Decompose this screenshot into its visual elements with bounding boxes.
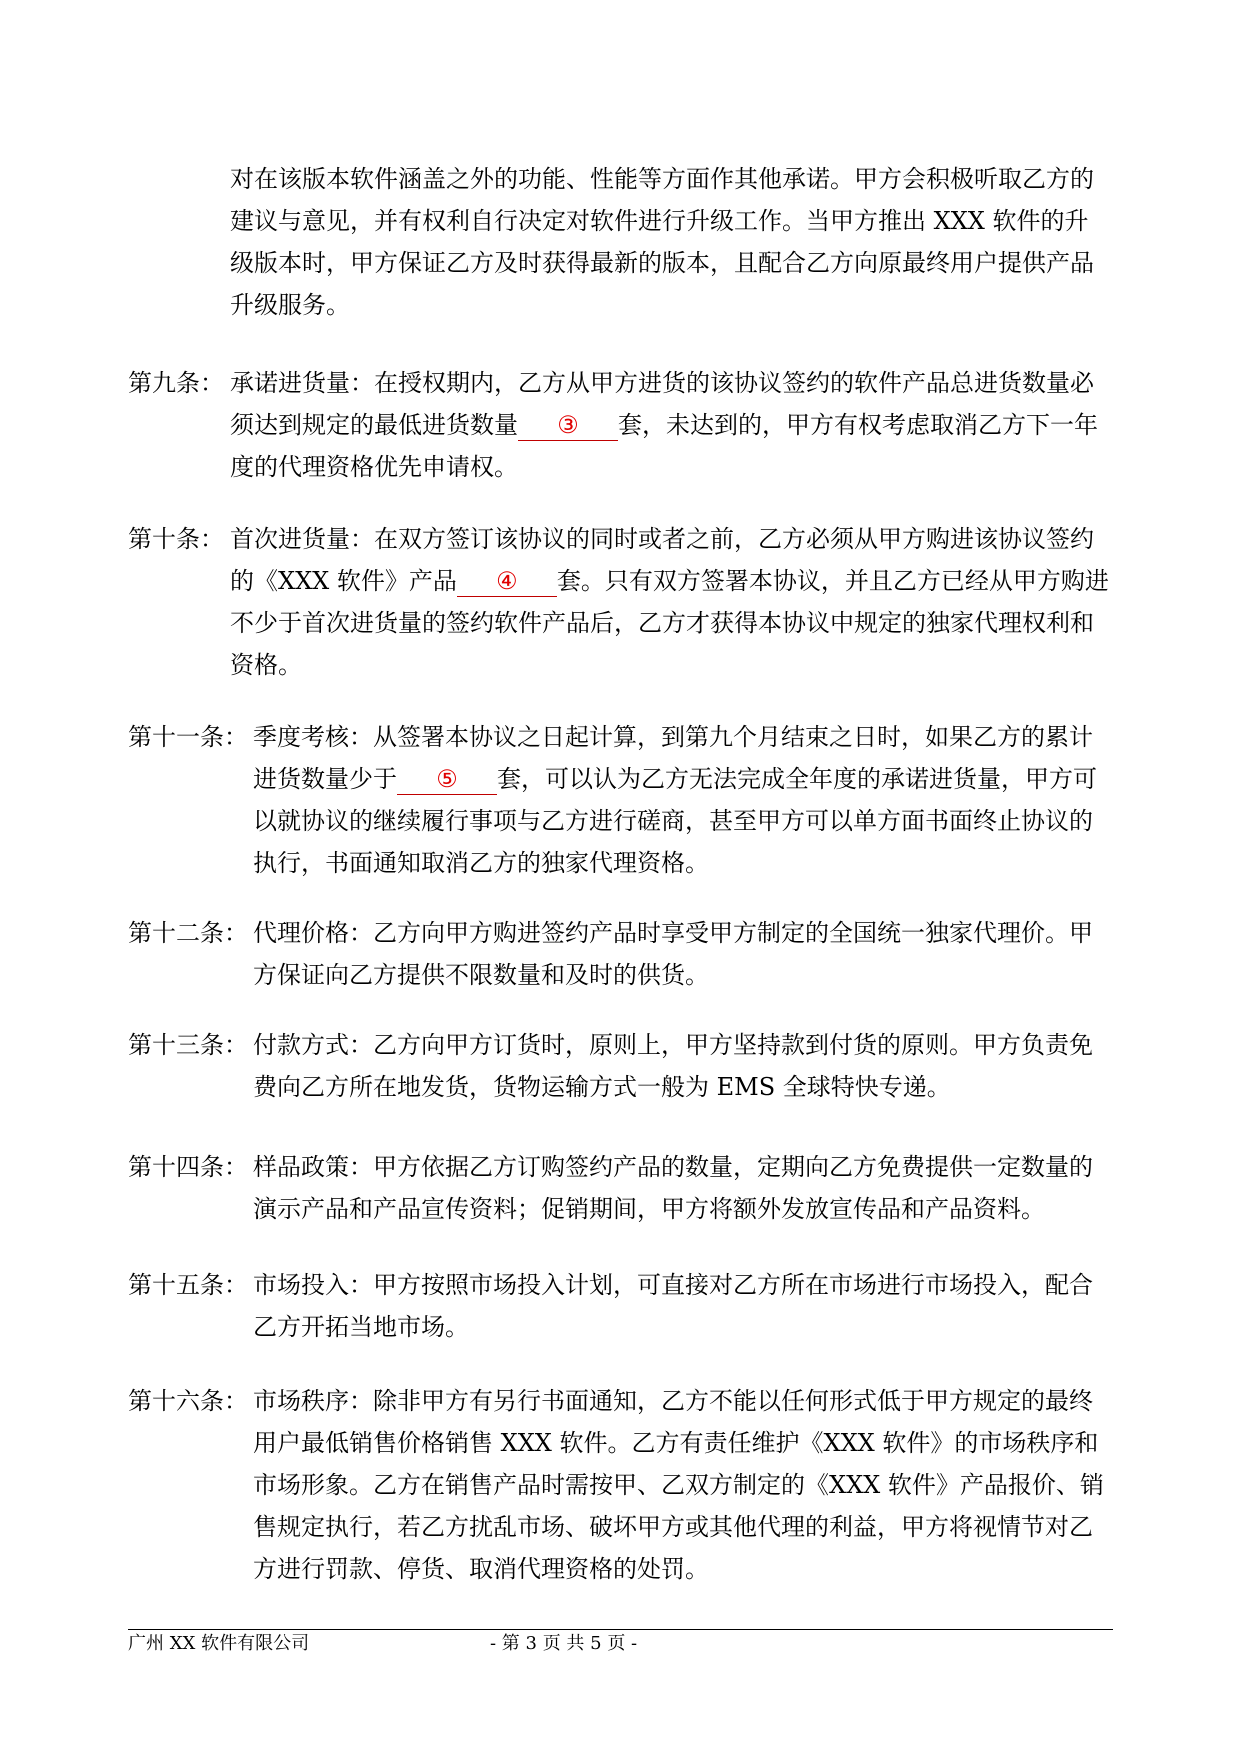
clause-heading: 第九条： bbox=[128, 369, 224, 397]
clause-body: 付款方式：乙方向甲方订货时，原则上，甲方坚持款到付货的原则。甲方负责免费向乙方所在地发货，货物运输方式一般为 EMS 全球特快专递。 bbox=[253, 1031, 1093, 1101]
continued-paragraph: 对在该版本软件涵盖之外的功能、性能等方面作其他承诺。甲方会积极听取乙方的建议与意见，并有权利自行决定对软件进行升级工作。当甲方推出 XXX 软件的升级版本时，甲方保证乙方及时获得最新的版本，且配合乙方向原最终用户提供产品升级服务。 bbox=[230, 165, 1094, 319]
clause-body bbox=[128, 716, 1113, 884]
clause-body: 市场秩序：除非甲方有另行书面通知，乙方不能以任何形式低于甲方规定的最终用户最低销售价格销售 XXX 软件。乙方有责任维护《XXX 软件》的市场秩序和市场形象。乙方在销售产品时需按甲、乙双方制定的《XXX 软件》产品报价、销售规定执行，若乙方扰乱市场、破坏甲方或其他代理的利益，甲方将视情节对乙方进行罚款、停货、取消代理资格的处罚。 bbox=[253, 1387, 1104, 1583]
clause-body bbox=[128, 518, 1113, 686]
clause-text: 首次进货量：在双方签订该协议的同时或者之前，乙方必须从甲方购进该协议签约的《XXX 软件》产品 bbox=[230, 525, 1094, 595]
clause-9 bbox=[128, 362, 1113, 488]
clause-body: 市场投入：甲方按照市场投入计划，可直接对乙方所在市场进行市场投入，配合乙方开拓当地市场。 bbox=[253, 1271, 1093, 1341]
clause-text: 季度考核：从签署本协议之日起计算，到第九个月结束之日时，如果乙方的累计进货数量少于 bbox=[253, 723, 1093, 793]
clause-text: 承诺进货量：在授权期内，乙方从甲方进货的该协议签约的软件产品总进货数量必须达到规定的最低进货数量 bbox=[230, 369, 1094, 439]
clause-10 bbox=[128, 518, 1113, 686]
clause-heading: 第十条： bbox=[128, 525, 224, 553]
clause-heading: 第十二条： bbox=[128, 919, 248, 947]
clause-12 bbox=[128, 912, 1113, 996]
clause-heading: 第十四条： bbox=[128, 1153, 248, 1181]
blank-field: ⑤ bbox=[397, 764, 497, 795]
clause-16 bbox=[128, 1380, 1113, 1590]
clause-14 bbox=[128, 1146, 1113, 1230]
clause-body bbox=[128, 362, 1113, 488]
clause-13 bbox=[128, 1024, 1113, 1108]
clause-11 bbox=[128, 716, 1113, 884]
clause-heading: 第十三条： bbox=[128, 1031, 248, 1059]
clause-heading: 第十六条： bbox=[128, 1387, 248, 1415]
footer-company: 广州 XX 软件有限公司 bbox=[128, 1633, 310, 1654]
clause-heading: 第十五条： bbox=[128, 1271, 248, 1299]
clause-text: 套，可以认为乙方无法完成全年度的承诺进货量，甲方可以就协议的继续履行事项与乙方进行磋商，甚至甲方可以单方面书面终止协议的执行，书面通知取消乙方的独家代理资格。 bbox=[253, 765, 1097, 877]
footer-divider bbox=[128, 1629, 1113, 1630]
footer-page-number: - 第 3 页 共 5 页 - bbox=[490, 1633, 638, 1654]
clause-body: 代理价格：乙方向甲方购进签约产品时享受甲方制定的全国统一独家代理价。甲方保证向乙方提供不限数量和及时的供货。 bbox=[253, 919, 1093, 989]
clause-text: 套，未达到的，甲方有权考虑取消乙方下一年度的代理资格优先申请权。 bbox=[230, 411, 1098, 481]
clause-heading: 第十一条： bbox=[128, 723, 248, 751]
blank-field: ④ bbox=[457, 566, 557, 597]
clause-15 bbox=[128, 1264, 1113, 1348]
clause-body: 样品政策：甲方依据乙方订购签约产品的数量，定期向乙方免费提供一定数量的演示产品和产品宣传资料；促销期间，甲方将额外发放宣传品和产品资料。 bbox=[253, 1153, 1093, 1223]
clause-text: 套。只有双方签署本协议，并且乙方已经从甲方购进不少于首次进货量的签约软件产品后，乙方才获得本协议中规定的独家代理权利和资格。 bbox=[230, 567, 1109, 679]
blank-field: ③ bbox=[518, 410, 618, 441]
